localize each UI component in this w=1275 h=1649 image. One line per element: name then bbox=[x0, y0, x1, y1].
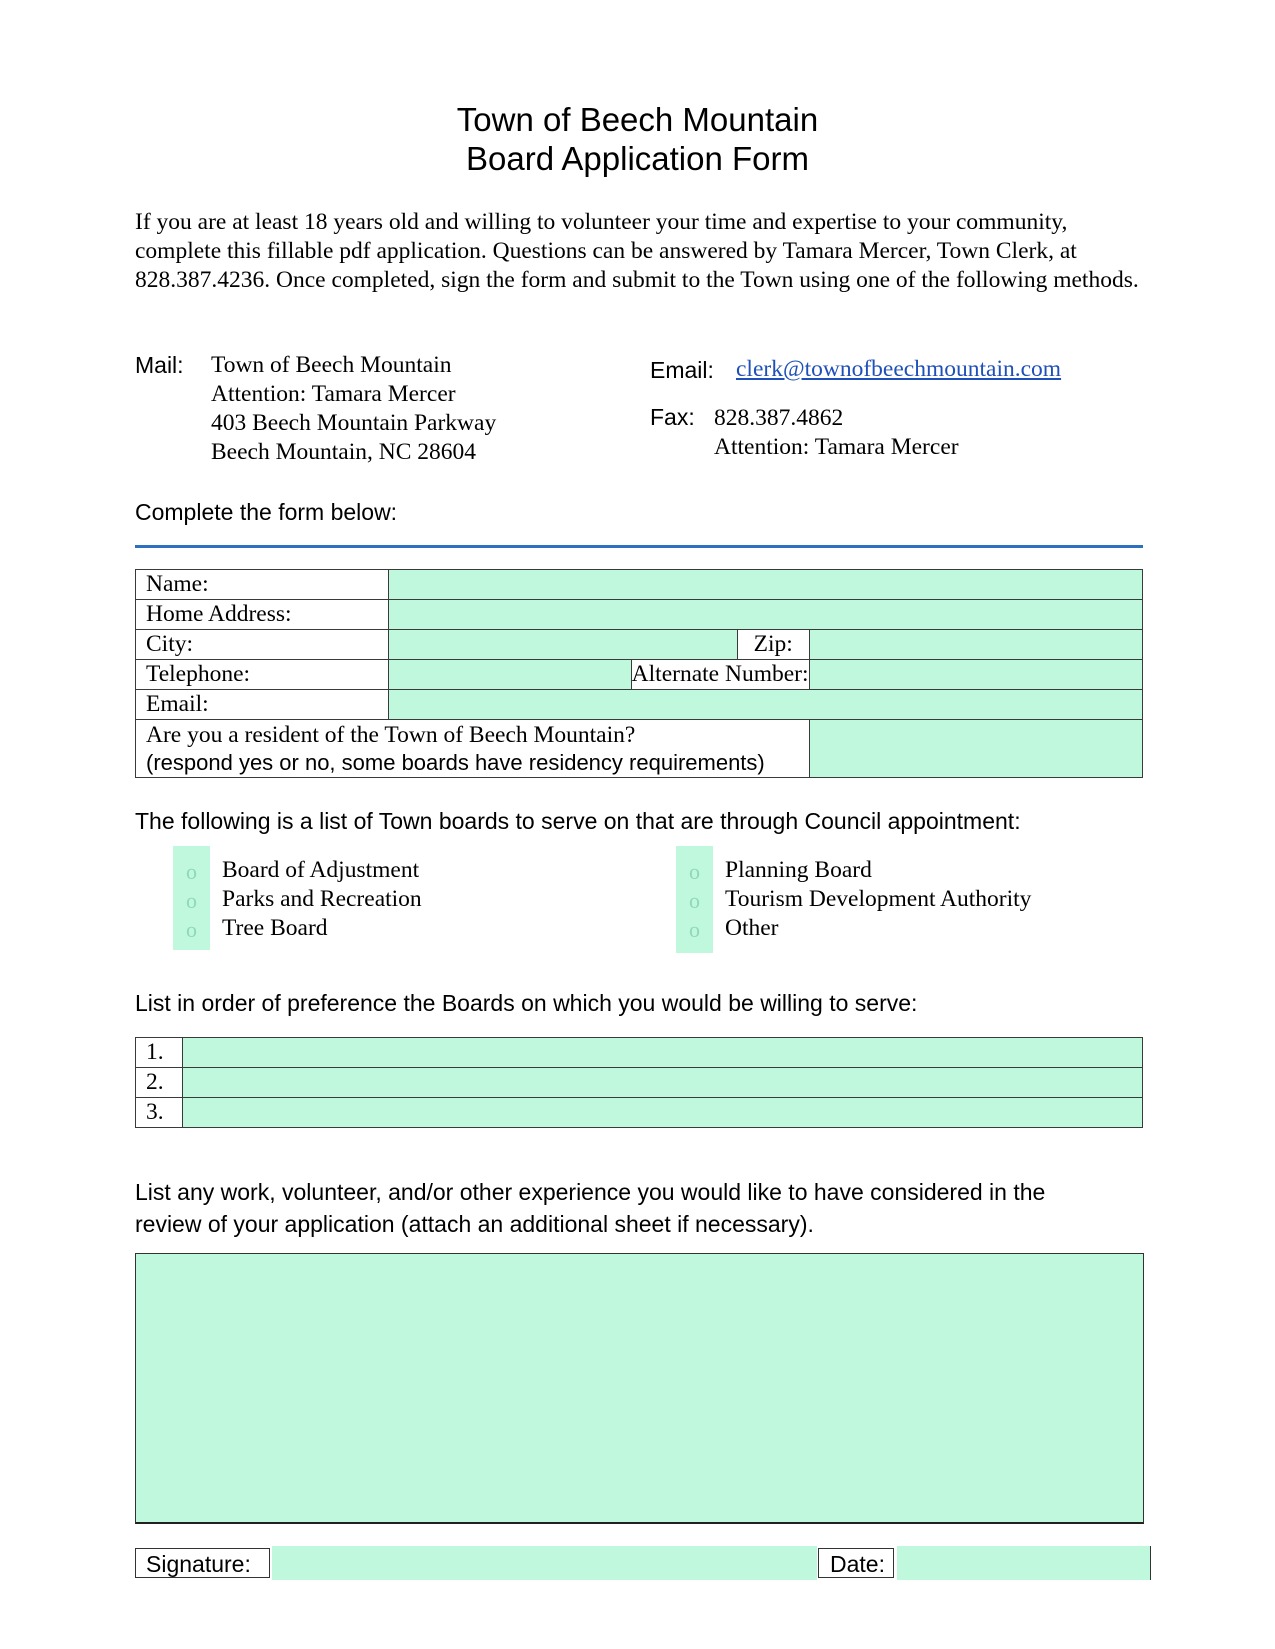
section-divider bbox=[135, 545, 1143, 548]
resident-question bbox=[136, 720, 810, 778]
preference-number: 3. bbox=[136, 1098, 183, 1128]
board-checkbox[interactable]: o bbox=[186, 859, 197, 884]
form-heading: Complete the form below: bbox=[135, 499, 398, 525]
board-checkbox[interactable]: o bbox=[689, 888, 700, 913]
board-checkbox[interactable]: o bbox=[186, 888, 197, 913]
preference-number: 1. bbox=[136, 1038, 183, 1068]
name-field[interactable] bbox=[389, 570, 1143, 600]
email-contact-link[interactable]: clerk@townofbeechmountain.com bbox=[736, 356, 1062, 382]
resident-question-text: Are you a resident of the Town of Beech Mountain? bbox=[146, 721, 636, 748]
board-option: Other bbox=[725, 915, 779, 941]
city-label: City: bbox=[136, 630, 389, 660]
mail-line: Beech Mountain, NC 28604 bbox=[211, 439, 476, 465]
board-option: Planning Board bbox=[725, 857, 872, 883]
preference-number: 2. bbox=[136, 1068, 183, 1098]
board-checkbox[interactable]: o bbox=[689, 917, 700, 942]
board-checkbox[interactable]: o bbox=[689, 859, 700, 884]
page-title bbox=[0, 100, 1275, 178]
signature-field[interactable] bbox=[272, 1546, 817, 1580]
title-line-2: Board Application Form bbox=[465, 140, 809, 177]
home-address-field[interactable] bbox=[389, 600, 1143, 630]
email-field[interactable] bbox=[389, 690, 1143, 720]
experience-heading-line: review of your application (attach an additional sheet if necessary). bbox=[135, 1211, 814, 1237]
mail-line: 403 Beech Mountain Parkway bbox=[211, 410, 497, 436]
resident-answer-field[interactable] bbox=[809, 720, 1142, 778]
board-option: Parks and Recreation bbox=[222, 886, 422, 912]
experience-heading-line: List any work, volunteer, and/or other experience you would like to have considered in the bbox=[135, 1179, 1046, 1205]
preference-heading: List in order of preference the Boards on which you would be willing to serve: bbox=[135, 990, 918, 1016]
preference-table bbox=[135, 1037, 1143, 1128]
zip-label: Zip: bbox=[737, 630, 809, 660]
alternate-number-label: Alternate Number: bbox=[631, 660, 809, 690]
preference-field-3[interactable] bbox=[182, 1098, 1142, 1128]
telephone-label: Telephone: bbox=[136, 660, 389, 690]
board-option: Tree Board bbox=[222, 915, 328, 941]
date-field[interactable] bbox=[897, 1546, 1151, 1580]
experience-heading bbox=[135, 1176, 1045, 1240]
mail-address bbox=[211, 351, 496, 467]
date-label: Date: bbox=[818, 1548, 894, 1578]
signature-label: Signature: bbox=[135, 1548, 270, 1578]
experience-textarea[interactable] bbox=[135, 1253, 1144, 1524]
mail-line: Attention: Tamara Mercer bbox=[211, 381, 456, 407]
telephone-field[interactable] bbox=[389, 660, 631, 690]
boards-heading: The following is a list of Town boards to serve on that are through Council appointment: bbox=[135, 808, 1021, 834]
intro-paragraph: If you are at least 18 years old and willing to volunteer your time and expertise to your community, complete this fillable pdf application. Questions can be answered by Tamara Mercer, Town Clerk, at 828.387.4236. Once completed, sign the form and submit to the Town using one of the following methods. bbox=[135, 209, 1139, 293]
board-checkbox[interactable]: o bbox=[186, 917, 197, 942]
name-label: Name: bbox=[136, 570, 389, 600]
city-field[interactable] bbox=[389, 630, 738, 660]
fax-number: 828.387.4862 bbox=[714, 405, 844, 431]
preference-field-1[interactable] bbox=[182, 1038, 1142, 1068]
resident-question-note: (respond yes or no, some boards have residency requirements) bbox=[146, 749, 765, 775]
alternate-number-field[interactable] bbox=[809, 660, 1142, 690]
board-option: Board of Adjustment bbox=[222, 857, 420, 883]
preference-field-2[interactable] bbox=[182, 1068, 1142, 1098]
applicant-info-table bbox=[135, 569, 1143, 778]
mail-line: Town of Beech Mountain bbox=[211, 352, 452, 378]
board-option: Tourism Development Authority bbox=[725, 886, 1032, 912]
home-address-label: Home Address: bbox=[136, 600, 389, 630]
email-label: Email: bbox=[136, 690, 389, 720]
email-contact-label: Email: bbox=[650, 357, 714, 383]
zip-field[interactable] bbox=[809, 630, 1142, 660]
fax-attention: Attention: Tamara Mercer bbox=[714, 434, 959, 460]
mail-label: Mail: bbox=[135, 352, 184, 378]
fax-label: Fax: bbox=[650, 404, 695, 430]
title-line-1: Town of Beech Mountain bbox=[456, 101, 819, 138]
